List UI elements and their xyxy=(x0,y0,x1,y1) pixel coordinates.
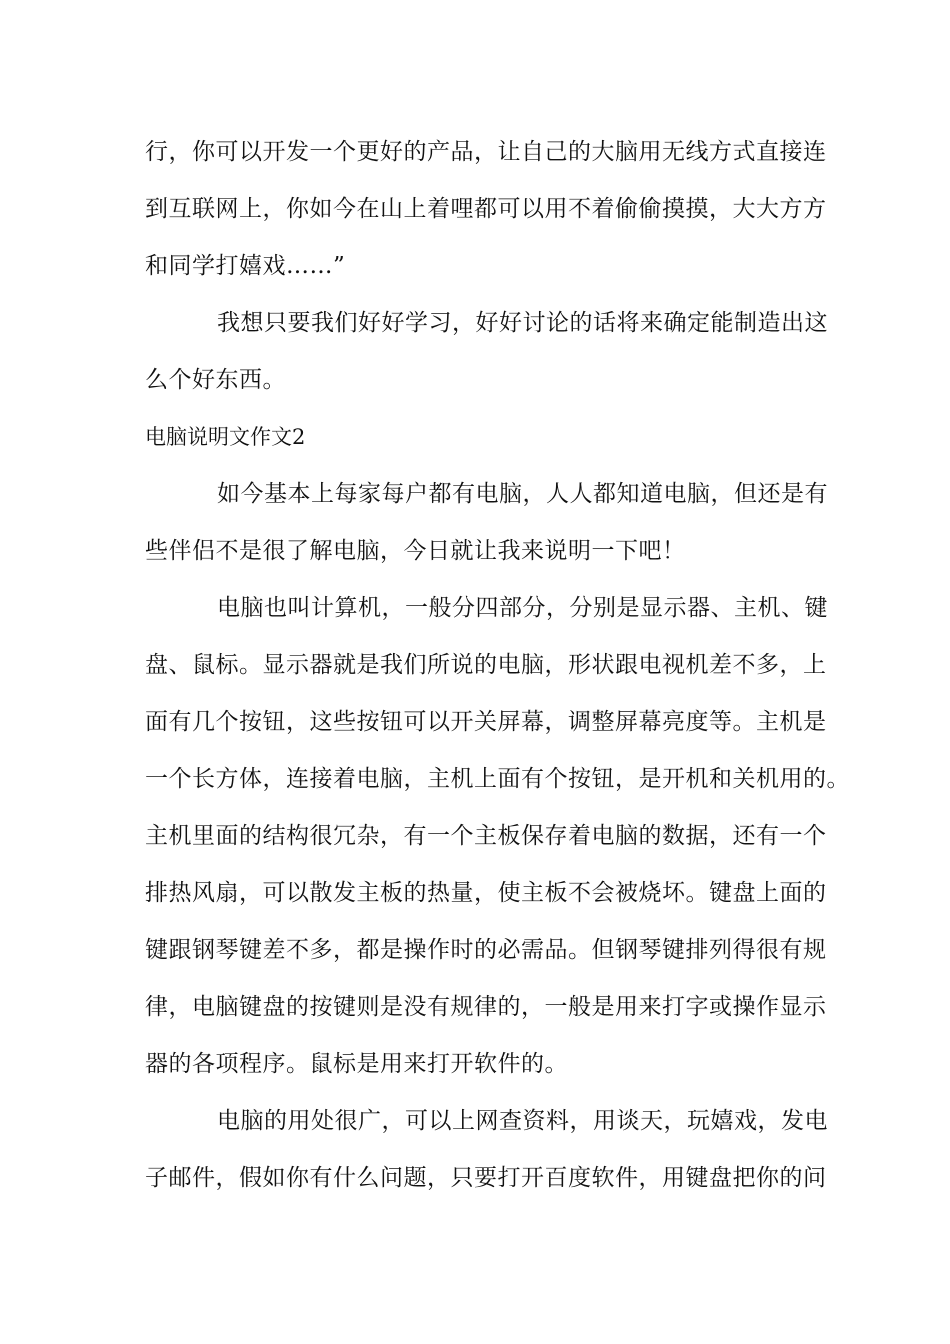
paragraph-line: 我想只要我们好好学习，好好讨论的话将来确定能制造出这 xyxy=(217,310,828,336)
paragraph-line: 电脑的用处很广，可以上网查资料，用谈天，玩嬉戏，发电 xyxy=(217,1108,828,1134)
paragraph-line: 电脑也叫计算机，一般分四部分，分别是显示器、主机、键 xyxy=(217,595,828,621)
paragraph-line: 面有几个按钮，这些按钮可以开关屏幕，调整屏幕亮度等。主机是 xyxy=(145,709,827,735)
paragraph-line: 些伴侣不是很了解电脑，今日就让我来说明一下吧！ xyxy=(145,538,686,564)
paragraph-line: 律，电脑键盘的按键则是没有规律的，一般是用来打字或操作显示 xyxy=(145,994,827,1020)
paragraph-line: 如今基本上每家每户都有电脑，人人都知道电脑，但还是有 xyxy=(217,481,828,507)
paragraph-line: 排热风扇，可以散发主板的热量，使主板不会被烧坏。键盘上面的 xyxy=(145,880,827,906)
paragraph-line: 和同学打嬉戏……” xyxy=(145,253,346,279)
paragraph-line: 么个好东西。 xyxy=(145,367,286,393)
paragraph-line: 子邮件，假如你有什么问题，只要打开百度软件，用键盘把你的问 xyxy=(145,1165,827,1191)
paragraph-line: 盘、鼠标。显示器就是我们所说的电脑，形状跟电视机差不多，上 xyxy=(145,652,827,678)
paragraph-line: 器的各项程序。鼠标是用来打开软件的。 xyxy=(145,1051,568,1077)
paragraph-line: 键跟钢琴键差不多，都是操作时的必需品。但钢琴键排列得很有规 xyxy=(145,937,827,963)
paragraph-line: 到互联网上，你如今在山上着哩都可以用不着偷偷摸摸，大大方方 xyxy=(145,196,827,222)
paragraph-line: 主机里面的结构很冗杂，有一个主板保存着电脑的数据，还有一个 xyxy=(145,823,827,849)
paragraph-line: 行，你可以开发一个更好的产品，让自己的大脑用无线方式直接连 xyxy=(145,139,827,165)
section-heading: 电脑说明文作文2 xyxy=(145,425,306,449)
paragraph-line: 一个长方体，连接着电脑，主机上面有个按钮，是开机和关机用的。 xyxy=(145,766,850,792)
